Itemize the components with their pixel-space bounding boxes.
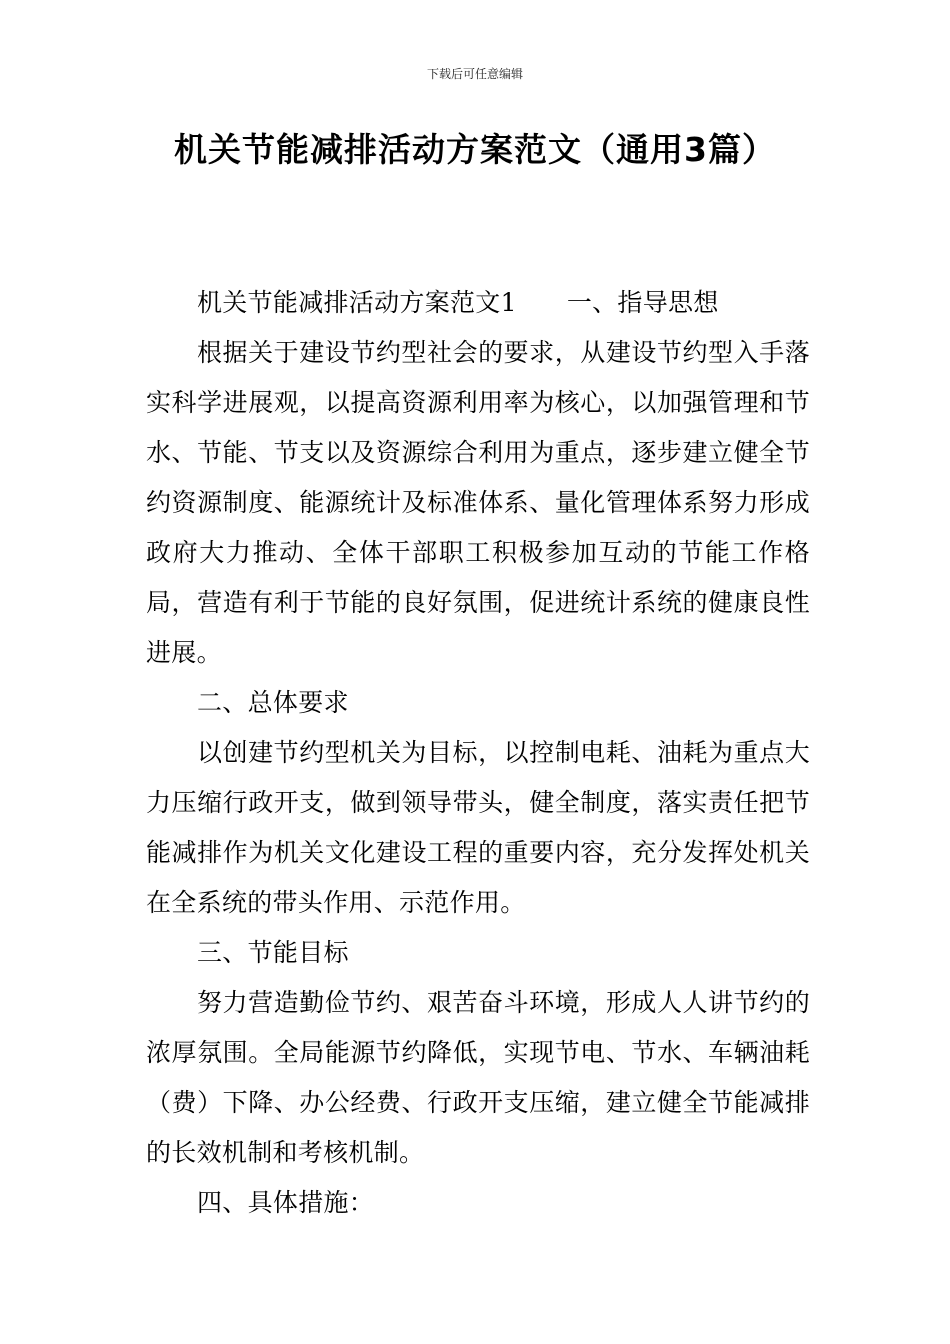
section1-heading: 一、指导思想	[566, 288, 719, 317]
page-header-note: 下载后可任意编辑	[426, 67, 523, 81]
document-body	[146, 278, 810, 1228]
section3-heading: 三、节能目标	[197, 938, 349, 967]
section1-paragraph: 根据关于建设节约型社会的要求，从建设节约型入手落实科学进展观，以提高资源利用率为核心，以加强管理和节水、节能、节支以及资源综合利用为重点，逐步建立健全节约资源制度、能源统计及标准体系、量化管理体系努力形成政府大力推动、全体干部职工积极参加互动的节能工作格局，营造有利于节能的良好氛围，促进统计系统的健康良性进展。	[146, 338, 810, 667]
section3-paragraph: 努力营造勤俭节约、艰苦奋斗环境，形成人人讲节约的浓厚氛围。全局能源节约降低，实现节电、节水、车辆油耗（费）下降、办公经费、行政开支压缩，建立健全节能减排的长效机制和考核机制。	[146, 988, 810, 1167]
intro-label: 机关节能减排活动方案范文1	[197, 288, 517, 317]
section2-paragraph: 以创建节约型机关为目标，以控制电耗、油耗为重点大力压缩行政开支，做到领导带头，健全制度，落实责任把节能减排作为机关文化建设工程的重要内容，充分发挥处机关在全系统的带头作用、示范作用。	[146, 738, 810, 917]
document-title: 机关节能减排活动方案范文（通用3篇）	[174, 130, 776, 169]
section4-heading: 四、具体措施：	[197, 1188, 375, 1217]
section2-heading: 二、总体要求	[197, 688, 349, 717]
intro-line	[146, 278, 810, 328]
